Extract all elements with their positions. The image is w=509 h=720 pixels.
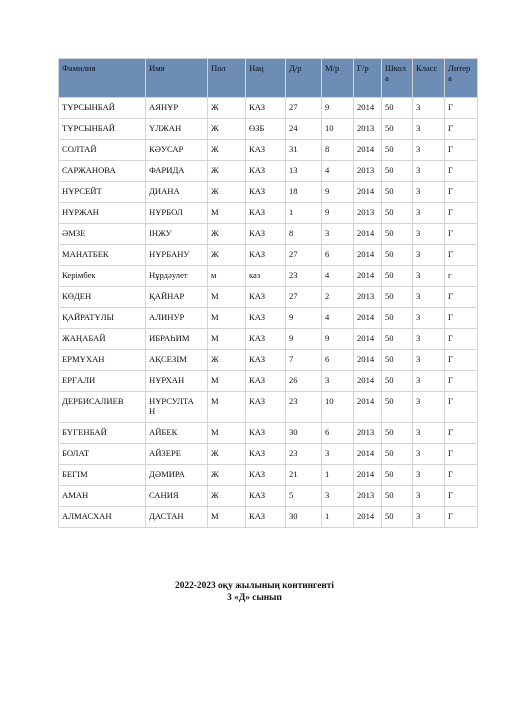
cell-letter: Г (445, 308, 478, 329)
column-header-birth-year: Г/р (354, 59, 382, 98)
cell-nationality: каз (246, 266, 286, 287)
column-header-sex: Пол (208, 59, 246, 98)
cell-birth-year: 2014 (354, 465, 382, 486)
cell-birth-day: 9 (286, 329, 322, 350)
cell-surname: КӨДЕН (59, 287, 146, 308)
cell-sex: Ж (208, 161, 246, 182)
cell-nationality: КАЗ (246, 203, 286, 224)
cell-birth-year: 2013 (354, 119, 382, 140)
cell-birth-month: 2 (322, 287, 354, 308)
cell-nationality: КАЗ (246, 224, 286, 245)
cell-grade: 3 (413, 350, 445, 371)
table-body (59, 98, 478, 528)
table-row (59, 287, 478, 308)
cell-surname: ТҰРСЫНБАЙ (59, 98, 146, 119)
cell-birth-day: 9 (286, 308, 322, 329)
cell-surname: ӘМЗЕ (59, 224, 146, 245)
cell-birth-year: 2013 (354, 287, 382, 308)
column-header-letter: Литер а (445, 59, 478, 98)
cell-letter: Г (445, 287, 478, 308)
cell-sex: м (208, 266, 246, 287)
cell-birth-day: 8 (286, 224, 322, 245)
cell-name: АЛИНУР (146, 308, 208, 329)
cell-birth-day: 18 (286, 182, 322, 203)
cell-birth-month: 3 (322, 371, 354, 392)
cell-sex: М (208, 507, 246, 528)
cell-letter: Г (445, 423, 478, 444)
cell-nationality: КАЗ (246, 245, 286, 266)
cell-surname: ТҰРСЫНБАЙ (59, 119, 146, 140)
cell-birth-year: 2013 (354, 161, 382, 182)
table-row (59, 465, 478, 486)
cell-school: 50 (382, 140, 413, 161)
cell-name: НҰРСУЛТА Н (146, 392, 208, 423)
cell-letter: Г (445, 392, 478, 423)
cell-name: КӘУСАР (146, 140, 208, 161)
cell-birth-year: 2014 (354, 329, 382, 350)
cell-sex: Ж (208, 245, 246, 266)
cell-birth-day: 30 (286, 507, 322, 528)
cell-nationality: КАЗ (246, 507, 286, 528)
cell-nationality: КАЗ (246, 182, 286, 203)
cell-nationality: КАЗ (246, 161, 286, 182)
cell-sex: Ж (208, 465, 246, 486)
cell-birth-year: 2014 (354, 245, 382, 266)
cell-birth-year: 2014 (354, 266, 382, 287)
cell-grade: 3 (413, 203, 445, 224)
cell-birth-month: 9 (322, 203, 354, 224)
cell-school: 50 (382, 350, 413, 371)
cell-birth-month: 3 (322, 224, 354, 245)
cell-letter: Г (445, 119, 478, 140)
cell-sex: Ж (208, 224, 246, 245)
column-header-name: Имя (146, 59, 208, 98)
cell-letter: Г (445, 465, 478, 486)
cell-grade: 3 (413, 423, 445, 444)
cell-birth-month: 9 (322, 329, 354, 350)
cell-birth-day: 13 (286, 161, 322, 182)
cell-name: АЯНҰР (146, 98, 208, 119)
cell-sex: М (208, 423, 246, 444)
cell-birth-year: 2013 (354, 203, 382, 224)
cell-nationality: КАЗ (246, 392, 286, 423)
cell-surname: БЕГІМ (59, 465, 146, 486)
cell-letter: Г (445, 444, 478, 465)
cell-name: ИБРАҺИМ (146, 329, 208, 350)
cell-school: 50 (382, 224, 413, 245)
cell-nationality: КАЗ (246, 423, 286, 444)
cell-school: 50 (382, 266, 413, 287)
table-row (59, 98, 478, 119)
cell-sex: М (208, 203, 246, 224)
cell-birth-day: 27 (286, 245, 322, 266)
cell-surname: ДЕРБИСАЛИЕВ (59, 392, 146, 423)
cell-birth-month: 1 (322, 465, 354, 486)
column-header-nationality: Нац (246, 59, 286, 98)
cell-grade: 3 (413, 371, 445, 392)
cell-surname: ЕРҒАЛИ (59, 371, 146, 392)
cell-surname: Керімбек (59, 266, 146, 287)
table-row (59, 423, 478, 444)
table-row (59, 486, 478, 507)
cell-grade: 3 (413, 119, 445, 140)
cell-name: ҚАЙНАР (146, 287, 208, 308)
cell-school: 50 (382, 329, 413, 350)
cell-birth-month: 6 (322, 423, 354, 444)
table-row (59, 224, 478, 245)
cell-birth-year: 2013 (354, 423, 382, 444)
cell-birth-month: 3 (322, 444, 354, 465)
cell-nationality: КАЗ (246, 308, 286, 329)
table-header-row (59, 59, 478, 98)
cell-grade: 3 (413, 486, 445, 507)
cell-birth-year: 2014 (354, 98, 382, 119)
cell-grade: 3 (413, 182, 445, 203)
cell-sex: Ж (208, 119, 246, 140)
cell-school: 50 (382, 371, 413, 392)
cell-birth-year: 2014 (354, 224, 382, 245)
cell-birth-day: 30 (286, 423, 322, 444)
table-row (59, 350, 478, 371)
cell-sex: М (208, 329, 246, 350)
cell-letter: Г (445, 224, 478, 245)
cell-school: 50 (382, 203, 413, 224)
cell-birth-day: 1 (286, 203, 322, 224)
column-header-birth-day: Д/р (286, 59, 322, 98)
cell-letter: Г (445, 507, 478, 528)
cell-nationality: КАЗ (246, 98, 286, 119)
cell-sex: Ж (208, 486, 246, 507)
cell-birth-month: 10 (322, 119, 354, 140)
table-row (59, 308, 478, 329)
cell-grade: 3 (413, 308, 445, 329)
cell-letter: Г (445, 371, 478, 392)
cell-birth-month: 6 (322, 245, 354, 266)
cell-name: НҰРБОЛ (146, 203, 208, 224)
cell-nationality: ӨЗБ (246, 119, 286, 140)
cell-birth-month: 6 (322, 350, 354, 371)
cell-school: 50 (382, 392, 413, 423)
cell-school: 50 (382, 182, 413, 203)
cell-birth-year: 2014 (354, 140, 382, 161)
cell-name: ДӘМИРА (146, 465, 208, 486)
column-header-grade: Класс (413, 59, 445, 98)
cell-grade: 3 (413, 507, 445, 528)
table-row (59, 119, 478, 140)
cell-birth-month: 4 (322, 161, 354, 182)
cell-letter: Г (445, 98, 478, 119)
cell-sex: М (208, 287, 246, 308)
cell-birth-month: 8 (322, 140, 354, 161)
cell-birth-month: 10 (322, 392, 354, 423)
cell-grade: 3 (413, 161, 445, 182)
cell-school: 50 (382, 308, 413, 329)
table-row (59, 140, 478, 161)
cell-name: ФАРИДА (146, 161, 208, 182)
cell-name: Нұрдәулет (146, 266, 208, 287)
cell-birth-day: 5 (286, 486, 322, 507)
cell-nationality: КАЗ (246, 486, 286, 507)
cell-surname: ЕРМҰХАН (59, 350, 146, 371)
cell-sex: Ж (208, 444, 246, 465)
cell-letter: Г (445, 182, 478, 203)
table-row (59, 161, 478, 182)
cell-sex: Ж (208, 350, 246, 371)
cell-birth-day: 7 (286, 350, 322, 371)
cell-name: ҮЛЖАН (146, 119, 208, 140)
cell-birth-month: 4 (322, 266, 354, 287)
cell-sex: Ж (208, 140, 246, 161)
cell-school: 50 (382, 465, 413, 486)
cell-school: 50 (382, 507, 413, 528)
cell-school: 50 (382, 161, 413, 182)
table-row (59, 507, 478, 528)
footer-subtitle: 3 «Д» сынып (227, 593, 282, 603)
cell-school: 50 (382, 245, 413, 266)
cell-school: 50 (382, 423, 413, 444)
table-row (59, 371, 478, 392)
cell-surname: БОЛАТ (59, 444, 146, 465)
cell-letter: Г (445, 329, 478, 350)
cell-birth-year: 2014 (354, 182, 382, 203)
cell-birth-day: 31 (286, 140, 322, 161)
cell-sex: М (208, 308, 246, 329)
cell-surname: НҰРСЕЙТ (59, 182, 146, 203)
cell-birth-year: 2014 (354, 308, 382, 329)
cell-surname: АМАН (59, 486, 146, 507)
cell-birth-year: 2014 (354, 371, 382, 392)
cell-name: ДАСТАН (146, 507, 208, 528)
cell-letter: Г (445, 140, 478, 161)
cell-nationality: КАЗ (246, 444, 286, 465)
cell-surname: АЛМАСХАН (59, 507, 146, 528)
cell-grade: 3 (413, 245, 445, 266)
cell-name: ІНЖУ (146, 224, 208, 245)
cell-sex: М (208, 371, 246, 392)
cell-birth-year: 2014 (354, 507, 382, 528)
table-row (59, 392, 478, 423)
cell-letter: Г (445, 486, 478, 507)
cell-birth-month: 4 (322, 308, 354, 329)
cell-surname: БҮГЕНБАЙ (59, 423, 146, 444)
cell-birth-month: 1 (322, 507, 354, 528)
cell-school: 50 (382, 119, 413, 140)
column-header-birth-month: М/р (322, 59, 354, 98)
cell-name: САНИЯ (146, 486, 208, 507)
column-header-school: Школ а (382, 59, 413, 98)
cell-grade: 3 (413, 465, 445, 486)
cell-letter: Г (445, 203, 478, 224)
cell-birth-day: 27 (286, 287, 322, 308)
cell-grade: 3 (413, 98, 445, 119)
cell-nationality: КАЗ (246, 287, 286, 308)
cell-surname: СОЛТАЙ (59, 140, 146, 161)
cell-grade: 3 (413, 329, 445, 350)
cell-birth-month: 9 (322, 98, 354, 119)
cell-grade: 3 (413, 140, 445, 161)
cell-birth-month: 3 (322, 486, 354, 507)
cell-grade: 3 (413, 224, 445, 245)
cell-sex: М (208, 392, 246, 423)
cell-birth-year: 2013 (354, 486, 382, 507)
cell-school: 50 (382, 486, 413, 507)
column-header-surname: Фамилия (59, 59, 146, 98)
table-row (59, 182, 478, 203)
cell-birth-day: 23 (286, 444, 322, 465)
cell-nationality: КАЗ (246, 350, 286, 371)
footer-title: 2022-2023 оқу жылының контингенті (175, 581, 334, 591)
cell-birth-day: 27 (286, 98, 322, 119)
cell-sex: Ж (208, 98, 246, 119)
table-row (59, 266, 478, 287)
cell-birth-year: 2014 (354, 392, 382, 423)
cell-grade: 3 (413, 444, 445, 465)
cell-letter: Г (445, 350, 478, 371)
cell-birth-day: 26 (286, 371, 322, 392)
cell-letter: Г (445, 245, 478, 266)
student-table (58, 58, 478, 528)
cell-letter: Г (445, 161, 478, 182)
table-row (59, 245, 478, 266)
cell-grade: 3 (413, 392, 445, 423)
table-row (59, 329, 478, 350)
cell-birth-year: 2014 (354, 444, 382, 465)
cell-school: 50 (382, 444, 413, 465)
cell-name: ДИАНА (146, 182, 208, 203)
cell-name: АЙЗЕРЕ (146, 444, 208, 465)
cell-sex: Ж (208, 182, 246, 203)
cell-birth-day: 23 (286, 392, 322, 423)
cell-name: НҰРХАН (146, 371, 208, 392)
cell-birth-year: 2014 (354, 350, 382, 371)
table-row (59, 444, 478, 465)
cell-surname: МАНАТБЕК (59, 245, 146, 266)
cell-name: АҚСЕЗІМ (146, 350, 208, 371)
cell-school: 50 (382, 287, 413, 308)
cell-letter: г (445, 266, 478, 287)
cell-surname: ЖАҢАБАЙ (59, 329, 146, 350)
cell-nationality: КАЗ (246, 140, 286, 161)
cell-birth-month: 9 (322, 182, 354, 203)
cell-birth-day: 21 (286, 465, 322, 486)
cell-surname: САРЖАНОВА (59, 161, 146, 182)
cell-nationality: КАЗ (246, 371, 286, 392)
table-row (59, 203, 478, 224)
cell-surname: НҰРЖАН (59, 203, 146, 224)
cell-grade: 3 (413, 287, 445, 308)
cell-birth-day: 23 (286, 266, 322, 287)
cell-name: НҰРБАНУ (146, 245, 208, 266)
cell-school: 50 (382, 98, 413, 119)
cell-nationality: КАЗ (246, 329, 286, 350)
cell-birth-day: 24 (286, 119, 322, 140)
cell-grade: 3 (413, 266, 445, 287)
cell-name: АЙБЕК (146, 423, 208, 444)
cell-surname: ҚАЙРАТҰЛЫ (59, 308, 146, 329)
cell-nationality: КАЗ (246, 465, 286, 486)
